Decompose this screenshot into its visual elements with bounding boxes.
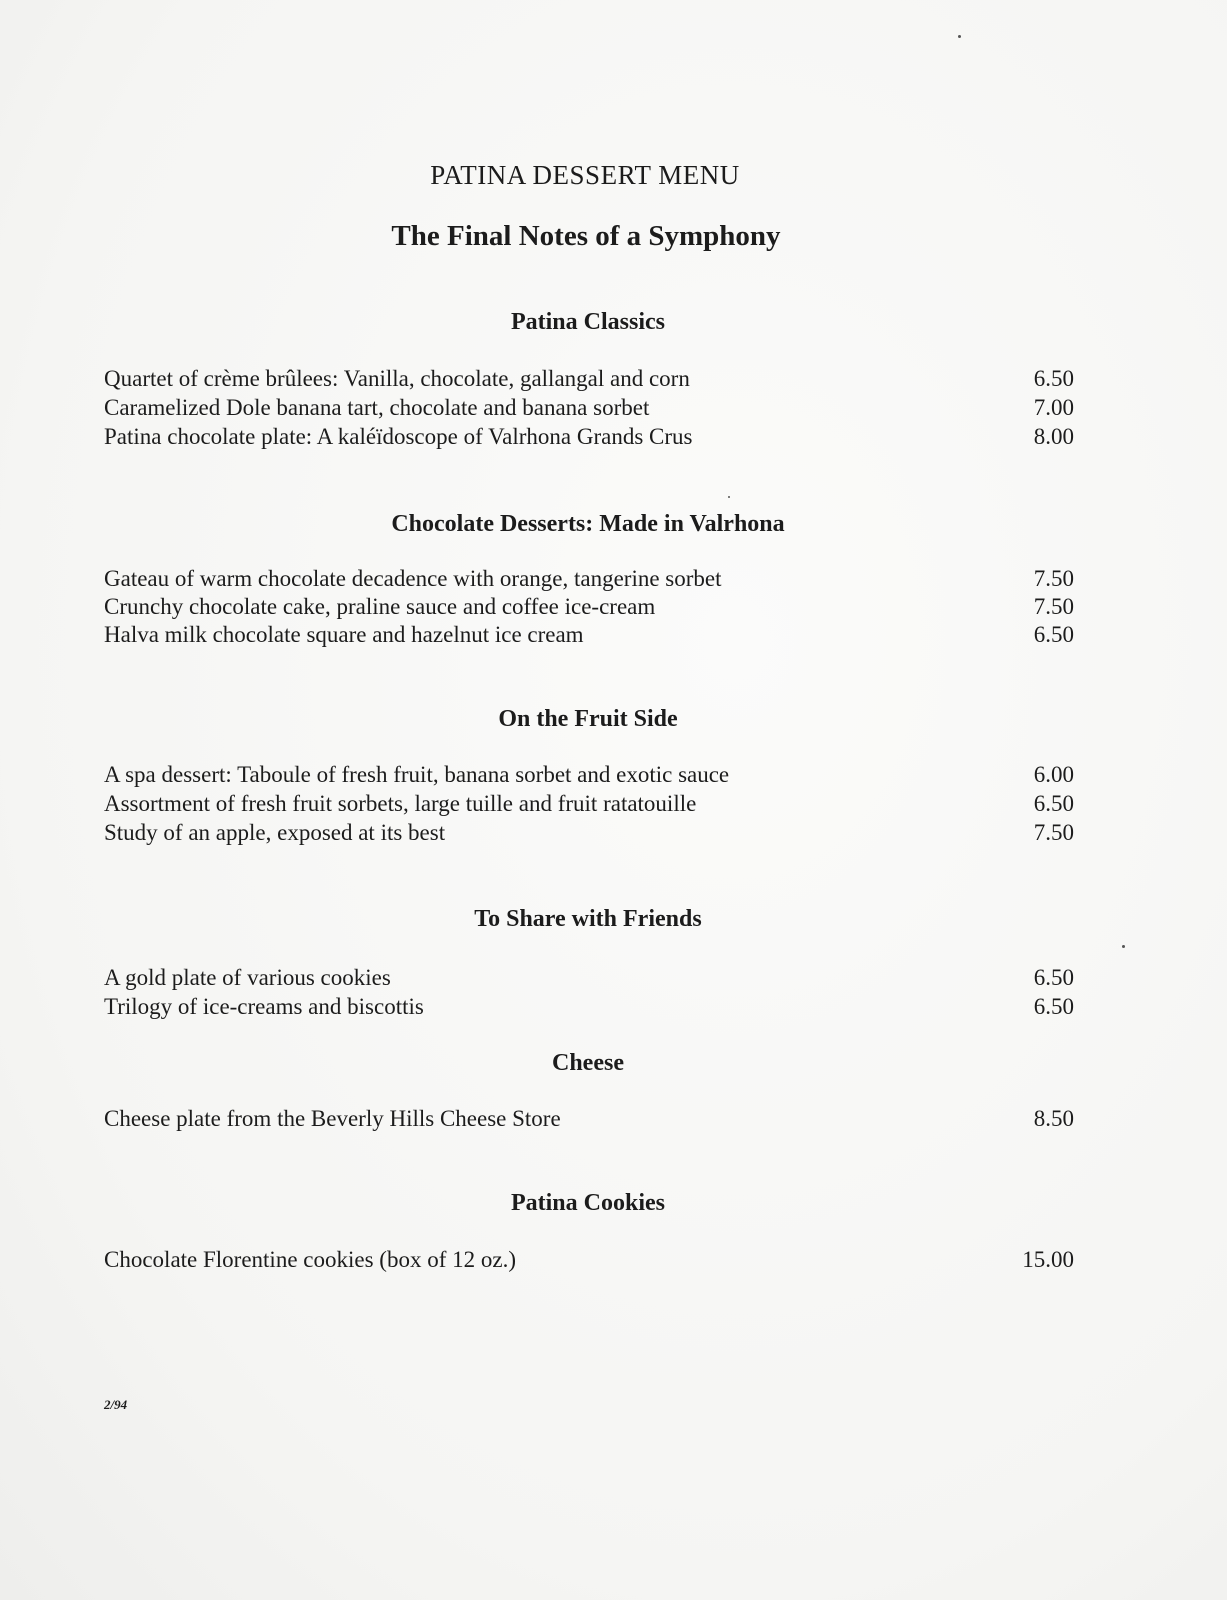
section-heading-share-with-friends: To Share with Friends [474, 906, 702, 932]
menu-item [104, 366, 1074, 395]
menu-item [104, 762, 1074, 791]
paper-speck [728, 496, 730, 498]
menu-item-price: 6.50 [1033, 965, 1074, 990]
menu-item-price: 7.50 [1033, 566, 1074, 591]
menu-item-name: Trilogy of ice-creams and biscottis [104, 994, 424, 1019]
menu-item-price: 6.50 [1033, 791, 1074, 816]
paper-speck [1122, 945, 1125, 948]
menu-item-name: Quartet of crème brûlees: Vanilla, chocolate, gallangal and corn [104, 366, 690, 391]
menu-item-price: 7.50 [1033, 594, 1074, 619]
menu-item-name: Study of an apple, exposed at its best [104, 820, 446, 845]
menu-item [104, 820, 1074, 849]
menu-item-name: A spa dessert: Taboule of fresh fruit, banana sorbet and exotic sauce [104, 762, 730, 787]
menu-item-name: Assortment of fresh fruit sorbets, large tuille and fruit ratatouille [104, 791, 697, 816]
menu-item-name: Caramelized Dole banana tart, chocolate and banana sorbet [104, 395, 650, 420]
menu-item-name: Cheese plate from the Beverly Hills Cheese Store [104, 1106, 561, 1131]
menu-item [104, 594, 1074, 623]
menu-item [104, 791, 1074, 820]
menu-item-name: Chocolate Florentine cookies (box of 12 oz.) [104, 1247, 516, 1272]
menu-item [104, 424, 1074, 453]
menu-item-price: 7.50 [1033, 820, 1074, 845]
menu-item [104, 622, 1074, 651]
menu-item-name: Gateau of warm chocolate decadence with orange, tangerine sorbet [104, 566, 722, 591]
section-heading-patina-classics: Patina Classics [510, 309, 665, 335]
menu-item [104, 566, 1074, 595]
menu-item-price: 6.50 [1033, 994, 1074, 1019]
menu-item-price: 8.00 [1033, 424, 1074, 449]
menu-item [104, 1106, 1074, 1135]
section-heading-fruit-side: On the Fruit Side [498, 706, 678, 732]
menu-item-price: 6.50 [1033, 366, 1074, 391]
menu-item-price: 7.00 [1033, 395, 1074, 420]
section-heading-cheese: Cheese [552, 1050, 624, 1076]
menu-item-name: A gold plate of various cookies [104, 965, 391, 990]
menu-item-name: Patina chocolate plate: A kaléïdoscope of Valrhona Grands Crus [104, 424, 693, 449]
menu-item [104, 1247, 1074, 1276]
menu-item-price: 6.50 [1033, 622, 1074, 647]
menu-item-price: 6.00 [1033, 762, 1074, 787]
menu-item-price: 15.00 [1022, 1247, 1074, 1272]
menu-item-price: 8.50 [1033, 1106, 1074, 1131]
menu-item [104, 994, 1074, 1023]
menu-title: PATINA DESSERT MENU [430, 160, 740, 190]
menu-item [104, 395, 1074, 424]
date-note: 2/94 [104, 1397, 128, 1412]
section-heading-chocolate-desserts: Chocolate Desserts: Made in Valrhona [391, 511, 785, 537]
section-heading-patina-cookies: Patina Cookies [510, 1190, 665, 1216]
menu-subtitle: The Final Notes of a Symphony [391, 220, 781, 252]
menu-item-name: Crunchy chocolate cake, praline sauce and coffee ice-cream [104, 594, 656, 619]
menu-item-name: Halva milk chocolate square and hazelnut ice cream [104, 622, 584, 647]
menu-item [104, 965, 1074, 994]
paper-speck [958, 35, 961, 38]
